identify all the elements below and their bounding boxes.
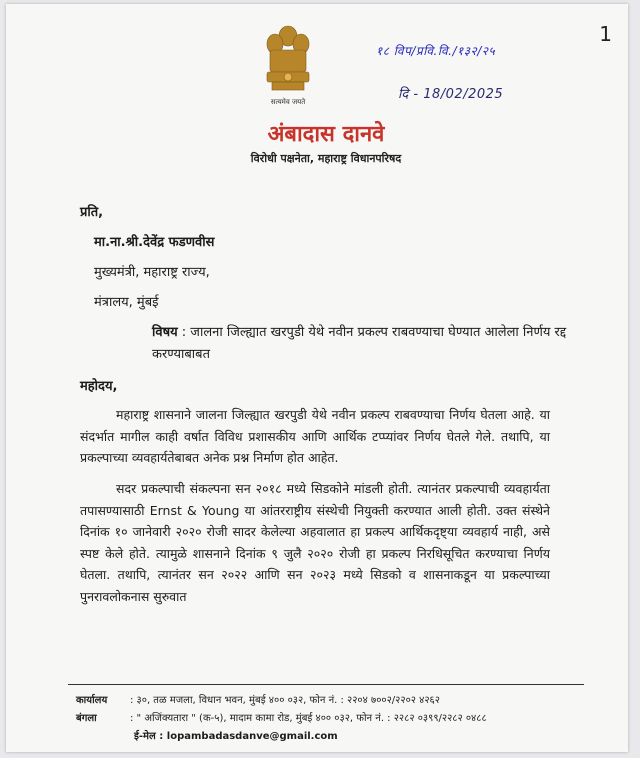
letter-date: दि - 18/02/2025 — [398, 87, 504, 102]
emblem-motto: सत्यमेव जयते — [270, 98, 306, 106]
national-emblem-icon — [262, 22, 314, 110]
sender-name: अंबादास दानवे — [267, 122, 385, 147]
office-address: : ३०, तळ मजला, विधान भवन, मुंबई ४०० ०३२, फोन नं. : २२०४ ७००२/२२०२ ४२६२ — [130, 695, 440, 706]
paragraph-2-text: सदर प्रकल्पाची संकल्पना सन २०१८ मध्ये सिडकोने मांडली होती. त्यानंतर प्रकल्पाची व्यवहार्यता तपासण्यासाठी Ernst & Young या आंतरराष्ट्रीय संस्थेची नियुक्ती करण्यात आली होती. उक्त संस्थेने दिनांक १० जानेवारी २०२० रोजी सादर केलेल्या अहवालात हा प्रकल्प आर्थिकदृष्ट्या व्यवहार्य नाही, असे स्पष्ट केले होते. त्यामुळे शासनाने दिनांक ९ जुलै २०२० रोजी हा प्रकल्प निरधिसूचित करण्याचा निर्णय घेतला. तथापि, त्यानंतर सन २०२२ आणि सन २०२३ मध्ये सिडको व शासनाकडून या प्रकल्पाच्या पुनरावलोकनास सुरुवात — [80, 481, 550, 604]
to-label: प्रति, — [80, 205, 104, 220]
salutation: महोदय, — [80, 379, 118, 394]
reference-number: १८ विप/प्रवि.वि./१३२/२५ — [376, 44, 496, 58]
subject — [152, 322, 582, 366]
subject-text: : जालना जिल्ह्यात खरपुडी येथे नवीन प्रकल्प राबवण्याचा घेण्यात आलेला निर्णय रद्द करण्याबाबत — [152, 325, 567, 362]
recipient-name: मा.ना.श्री.देवेंद्र फडणवीस — [94, 235, 215, 250]
footer-email: ई-मेल : lopambadasdanve@gmail.com — [134, 731, 338, 742]
footer-bungalow — [76, 710, 596, 724]
sender-designation: विरोधी पक्षनेता, महाराष्ट्र विधानपरिषद — [250, 152, 402, 165]
footer-office — [76, 692, 596, 706]
bungalow-label: बंगला — [76, 713, 97, 724]
paragraph-1-text: महाराष्ट्र शासनाने जालना जिल्ह्यात खरपुडी येथे नवीन प्रकल्प राबवण्याचा निर्णय घेतला आहे. या संदर्भात मागील काही वर्षात विविध प्रशासकीय आणि आर्थिक टप्प्यांवर निर्णय घेतले गेले. तथापि, या प्रकल्पाच्या व्यवहार्यतेबाबत अनेक प्रश्न निर्माण होत आहेत. — [80, 407, 550, 465]
bungalow-address: : " अजिंक्यतारा " (क-५), मादाम कामा रोड, मुंबई ४०० ०३२, फोन नं. : २२८२ ०३९९/२२८२ ०४८८ — [130, 713, 487, 724]
paragraph-1 — [80, 404, 550, 469]
page-number: 1 — [599, 22, 612, 46]
paragraph-2 — [80, 478, 550, 607]
recipient-line3: मंत्रालय, मुंबई — [94, 295, 159, 310]
office-label: कार्यालय — [76, 695, 108, 706]
footer-divider — [68, 684, 584, 685]
subject-label: विषय — [152, 325, 178, 340]
recipient-line2: मुख्यमंत्री, महाराष्ट्र राज्य, — [94, 265, 210, 280]
letter-page — [6, 4, 628, 752]
